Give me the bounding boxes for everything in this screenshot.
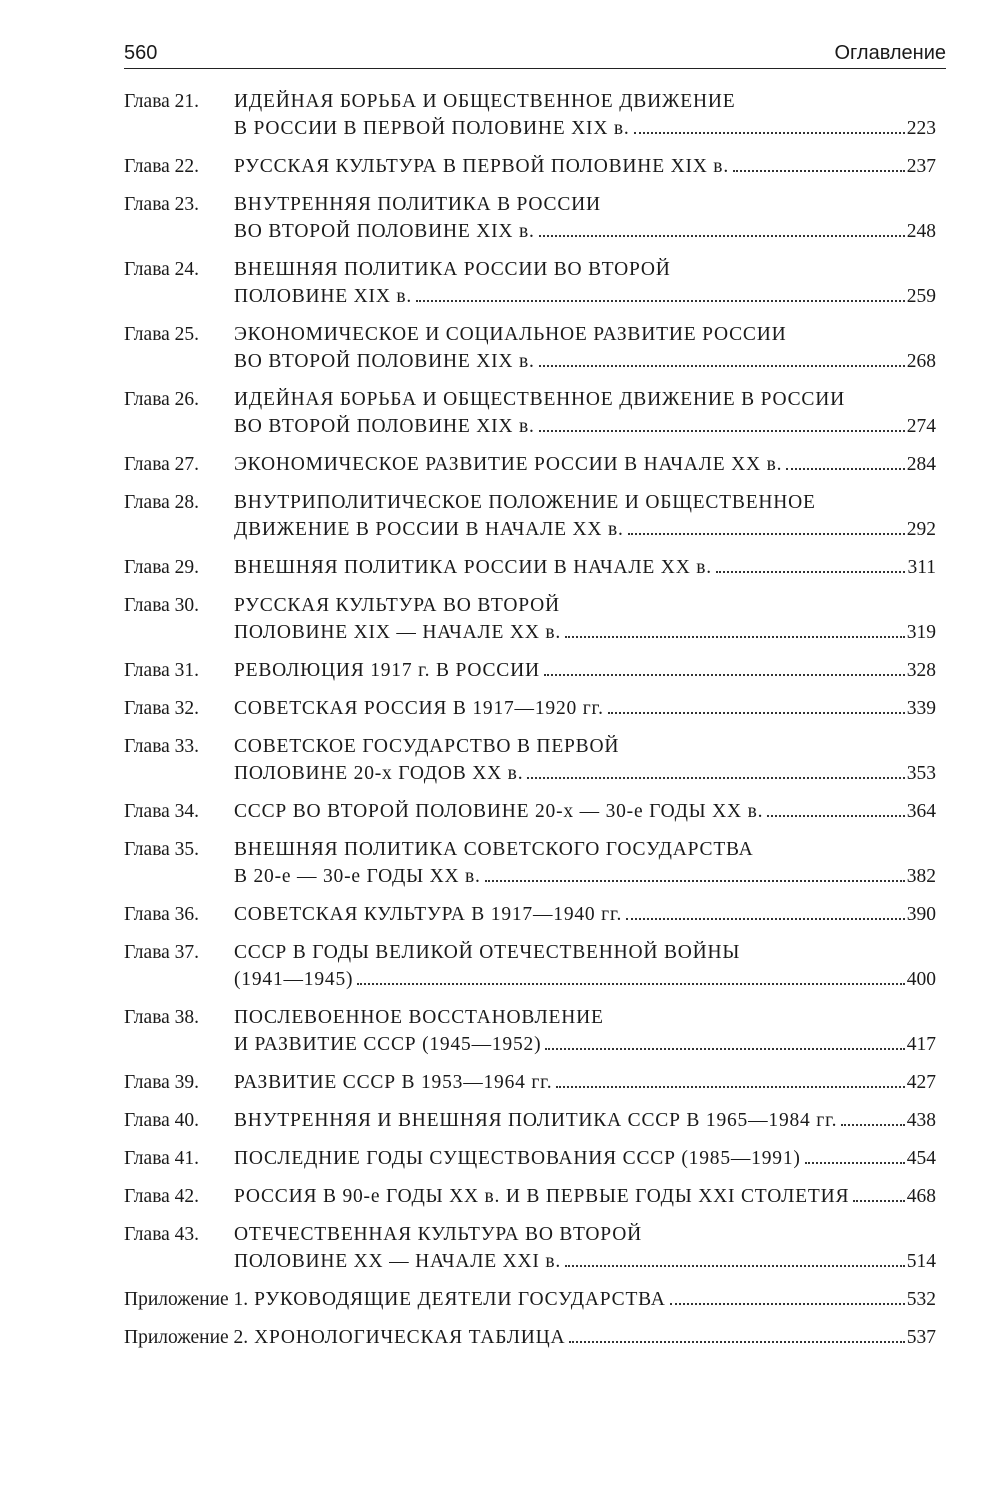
chapter-label: Глава 24. [124,259,200,280]
chapter-label: Глава 26. [124,389,200,410]
page-ref: 427 [906,1072,936,1093]
toc-entry[interactable] [124,386,936,440]
dot-leader [805,1162,905,1164]
dot-leader [357,983,904,985]
page-ref: 237 [906,156,936,177]
toc-entry[interactable] [124,695,936,722]
page-ref: 417 [906,1034,936,1055]
chapter-label: Глава 39. [124,1072,200,1093]
page-header [124,38,946,69]
chapter-title-line2: ВО ВТОРОЙ ПОЛОВИНЕ XIX в. [234,221,535,242]
toc-entry[interactable] [124,554,936,581]
page-ref: 268 [906,351,936,372]
chapter-title-line1: ИДЕЙНАЯ БОРЬБА И ОБЩЕСТВЕННОЕ ДВИЖЕНИЕ В РОССИИ [234,389,845,410]
toc-entry[interactable] [124,451,936,478]
chapter-label: Глава 34. [124,801,200,822]
dot-leader [544,674,905,676]
chapter-label: Глава 42. [124,1186,200,1207]
dot-leader [565,636,905,638]
dot-leader [786,468,904,470]
toc-entry[interactable] [124,88,936,142]
chapter-label: Глава 32. [124,698,200,719]
page-ref: 284 [906,454,936,475]
chapter-title-line1: ВНЕШНЯЯ ПОЛИТИКА РОССИИ ВО ВТОРОЙ [234,259,671,280]
page-ref: 390 [906,904,936,925]
dot-leader [527,777,904,779]
chapter-title-line2: ВО ВТОРОЙ ПОЛОВИНЕ XIX в. [234,416,535,437]
chapter-title-line1: ЭКОНОМИЧЕСКОЕ И СОЦИАЛЬНОЕ РАЗВИТИЕ РОССИИ [234,324,787,345]
chapter-label: Глава 41. [124,1148,200,1169]
page-ref: 364 [906,801,936,822]
page-ref: 532 [906,1289,936,1310]
dot-leader [733,170,905,172]
chapter-label: Глава 43. [124,1224,200,1245]
dot-leader [565,1265,905,1267]
chapter-title-line2: ПОСЛЕДНИЕ ГОДЫ СУЩЕСТВОВАНИЯ СССР (1985—1991) [234,1148,801,1169]
toc-entry[interactable] [124,836,936,890]
toc-entry[interactable] [124,1069,936,1096]
page-ref: 248 [906,221,936,242]
toc-entry[interactable] [124,592,936,646]
chapter-label: Глава 37. [124,942,200,963]
toc-entry[interactable] [124,1004,936,1058]
chapter-title-line2: СОВЕТСКАЯ КУЛЬТУРА В 1917—1940 гг. [234,904,623,925]
chapter-label: Глава 31. [124,660,200,681]
chapter-title-line1: СОВЕТСКОЕ ГОСУДАРСТВО В ПЕРВОЙ [234,736,620,757]
dot-leader [556,1086,904,1088]
chapter-label: Глава 23. [124,194,200,215]
chapter-title-line1: ВНУТРЕННЯЯ ПОЛИТИКА В РОССИИ [234,194,601,215]
chapter-title-line1: ПОСЛЕВОЕННОЕ ВОССТАНОВЛЕНИЕ [234,1007,604,1028]
chapter-label: Глава 38. [124,1007,200,1028]
toc-entry[interactable] [124,153,936,180]
dot-leader [539,430,905,432]
page-ref: 468 [906,1186,936,1207]
chapter-title-line2: РОССИЯ В 90-е ГОДЫ XX в. И В ПЕРВЫЕ ГОДЫ XXI СТОЛЕТИЯ [234,1186,850,1207]
chapter-title-line2: В 20-е — 30-е ГОДЫ XX в. [234,866,481,887]
page-ref: 223 [906,118,936,139]
appendix-entry[interactable] [124,1286,936,1313]
toc-entry[interactable] [124,256,936,310]
page-ref: 311 [907,557,936,578]
chapter-label: Глава 33. [124,736,200,757]
chapter-title-line2: ВНЕШНЯЯ ПОЛИТИКА РОССИИ В НАЧАЛЕ XX в. [234,557,712,578]
page-ref: 339 [906,698,936,719]
chapter-title-line2: РАЗВИТИЕ СССР В 1953—1964 гг. [234,1072,553,1093]
dot-leader [485,880,905,882]
page-ref: 353 [906,763,936,784]
chapter-title-line2: И РАЗВИТИЕ СССР (1945—1952) [234,1034,542,1055]
chapter-title-line2: ПОЛОВИНЕ XX — НАЧАЛЕ XXI в. [234,1251,562,1272]
page-ref: 454 [906,1148,936,1169]
toc-entry[interactable] [124,1183,936,1210]
toc-entry[interactable] [124,901,936,928]
toc-entry[interactable] [124,733,936,787]
toc-entry[interactable] [124,798,936,825]
appendix-label: Приложение 1. [124,1289,249,1310]
chapter-label: Глава 29. [124,557,200,578]
chapter-label: Глава 40. [124,1110,200,1131]
toc-entry[interactable] [124,1107,936,1134]
chapter-title-line2: РУССКАЯ КУЛЬТУРА В ПЕРВОЙ ПОЛОВИНЕ XIX в. [234,156,729,177]
appendix-label: Приложение 2. [124,1327,249,1348]
dot-leader [853,1200,904,1202]
toc-entry[interactable] [124,321,936,375]
chapter-title-line1: ИДЕЙНАЯ БОРЬБА И ОБЩЕСТВЕННОЕ ДВИЖЕНИЕ [234,91,736,112]
chapter-title-line2: СССР ВО ВТОРОЙ ПОЛОВИНЕ 20-х — 30-е ГОДЫ XX в. [234,801,764,822]
table-of-contents [124,88,936,1362]
chapter-title-line2: ВНУТРЕННЯЯ И ВНЕШНЯЯ ПОЛИТИКА СССР В 1965—1984 гг. [234,1110,838,1131]
page-number: 560 [124,42,158,64]
page-ref: 319 [906,622,936,643]
page-ref: 382 [906,866,936,887]
page-ref: 514 [906,1251,936,1272]
dot-leader [539,235,905,237]
chapter-label: Глава 35. [124,839,200,860]
dot-leader [628,533,905,535]
page-ref: 400 [906,969,936,990]
chapter-label: Глава 28. [124,492,200,513]
dot-leader [608,712,905,714]
dot-leader [545,1048,904,1050]
chapter-label: Глава 27. [124,454,200,475]
page-ref: 537 [906,1327,936,1348]
chapter-title-line2: ПОЛОВИНЕ 20-х ГОДОВ XX в. [234,763,524,784]
toc-entry[interactable] [124,1145,936,1172]
dot-leader [670,1303,905,1305]
page-ref: 438 [906,1110,936,1131]
dot-leader [841,1124,904,1126]
page-ref: 292 [906,519,936,540]
chapter-title-line2: В РОССИИ В ПЕРВОЙ ПОЛОВИНЕ XIX в. [234,118,630,139]
chapter-title-line1: ОТЕЧЕСТВЕННАЯ КУЛЬТУРА ВО ВТОРОЙ [234,1224,642,1245]
toc-entry[interactable] [124,489,936,543]
chapter-title-line2: ДВИЖЕНИЕ В РОССИИ В НАЧАЛЕ XX в. [234,519,624,540]
chapter-title-line1: РУССКАЯ КУЛЬТУРА ВО ВТОРОЙ [234,595,560,616]
chapter-title-line2: РЕВОЛЮЦИЯ 1917 г. В РОССИИ [234,660,540,681]
dot-leader [539,365,905,367]
chapter-title-line2: ВО ВТОРОЙ ПОЛОВИНЕ XIX в. [234,351,535,372]
chapter-label: Глава 22. [124,156,200,177]
appendix-entry[interactable] [124,1324,936,1351]
chapter-title-line1: ВНУТРИПОЛИТИЧЕСКОЕ ПОЛОЖЕНИЕ И ОБЩЕСТВЕННОЕ [234,492,816,513]
chapter-title-line2: СОВЕТСКАЯ РОССИЯ В 1917—1920 гг. [234,698,604,719]
chapter-label: Глава 30. [124,595,200,616]
chapter-title-line2: ЭКОНОМИЧЕСКОЕ РАЗВИТИЕ РОССИИ В НАЧАЛЕ XX в. [234,454,783,475]
toc-entry[interactable] [124,657,936,684]
chapter-title-line2: ПОЛОВИНЕ XIX в. [234,286,413,307]
toc-entry[interactable] [124,191,936,245]
chapter-label: Глава 21. [124,91,200,112]
dot-leader [416,300,905,302]
chapter-title-line2: ПОЛОВИНЕ XIX — НАЧАЛЕ XX в. [234,622,562,643]
dot-leader [626,918,905,920]
appendix-title: ХРОНОЛОГИЧЕСКАЯ ТАБЛИЦА [254,1327,566,1348]
dot-leader [716,571,906,573]
dot-leader [767,815,904,817]
dot-leader [634,132,905,134]
page-ref: 274 [906,416,936,437]
chapter-title-line1: ВНЕШНЯЯ ПОЛИТИКА СОВЕТСКОГО ГОСУДАРСТВА [234,839,754,860]
chapter-title-line1: СССР В ГОДЫ ВЕЛИКОЙ ОТЕЧЕСТВЕННОЙ ВОЙНЫ [234,942,741,963]
dot-leader [569,1341,904,1343]
toc-entry[interactable] [124,1221,936,1275]
toc-entry[interactable] [124,939,936,993]
page-ref: 259 [906,286,936,307]
page-ref: 328 [906,660,936,681]
chapter-label: Глава 36. [124,904,200,925]
chapter-label: Глава 25. [124,324,200,345]
appendix-title: РУКОВОДЯЩИЕ ДЕЯТЕЛИ ГОСУДАРСТВА [254,1289,666,1310]
section-title: Оглавление [834,42,946,64]
chapter-title-line2: (1941—1945) [234,969,354,990]
